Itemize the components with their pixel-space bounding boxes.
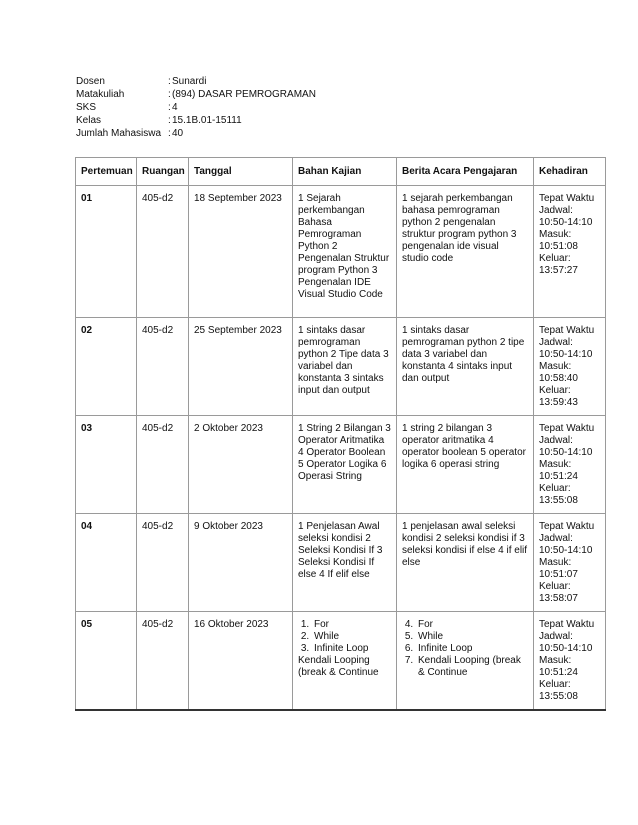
cell-berita-acara: 1 string 2 bilangan 3 operator aritmatika 4 operator boolean 5 operator logika 6 operasi string	[397, 416, 534, 514]
info-value: Sunardi	[172, 76, 207, 87]
kehadiran-status: Tepat Waktu	[539, 423, 595, 434]
kehadiran-status: Tepat Waktu	[539, 325, 595, 336]
info-row-sks: SKS : 4	[76, 102, 178, 113]
info-row-dosen: Dosen : Sunardi	[76, 76, 207, 87]
kehadiran-jadwal-label: Jadwal:	[539, 205, 573, 216]
cell-berita-acara: 1 sintaks dasar pemrograman python 2 tipe data 3 variabel dan konstanta 4 sintaks input dan output	[397, 318, 534, 416]
info-value: 15.1B.01-15111	[172, 115, 242, 126]
cell-kehadiran	[534, 612, 606, 711]
cell-ruangan: 405-d2	[137, 514, 189, 612]
kehadiran-keluar: 13:57:27	[539, 265, 578, 276]
header-kehadiran: Kehadiran	[534, 158, 606, 186]
cell-berita-acara	[397, 612, 534, 711]
kehadiran-masuk-label: Masuk:	[539, 655, 572, 666]
kehadiran-jadwal-label: Jadwal:	[539, 631, 573, 642]
info-row-kelas: Kelas : 15.1B.01-15111	[76, 115, 242, 126]
kehadiran-keluar-label: Keluar:	[539, 385, 571, 396]
bahan-list	[298, 619, 391, 655]
cell-kehadiran	[534, 514, 606, 612]
kehadiran-keluar: 13:58:07	[539, 593, 578, 604]
cell-kehadiran	[534, 318, 606, 416]
list-item: 2. While	[312, 631, 391, 643]
header-berita-acara: Berita Acara Pengajaran	[397, 158, 534, 186]
kehadiran-keluar: 13:55:08	[539, 495, 578, 506]
cell-pertemuan: 03	[76, 416, 137, 514]
kehadiran-masuk-label: Masuk:	[539, 229, 572, 240]
kehadiran-jadwal-label: Jadwal:	[539, 435, 573, 446]
table-header-row	[76, 158, 606, 186]
cell-tanggal: 16 Oktober 2023	[189, 612, 293, 711]
cell-kehadiran	[534, 186, 606, 318]
kehadiran-keluar-label: Keluar:	[539, 253, 571, 264]
list-item: 7. Kendali Looping (break & Continue	[416, 655, 528, 679]
cell-tanggal: 18 September 2023	[189, 186, 293, 318]
cell-pertemuan: 05	[76, 612, 137, 711]
cell-pertemuan: 04	[76, 514, 137, 612]
info-label: Matakuliah	[76, 89, 125, 100]
kehadiran-keluar-label: Keluar:	[539, 483, 571, 494]
kehadiran-masuk: 10:51:24	[539, 471, 578, 482]
table-row	[76, 416, 606, 514]
cell-ruangan: 405-d2	[137, 416, 189, 514]
kehadiran-status: Tepat Waktu	[539, 521, 595, 532]
cell-bahan-kajian: 1 Sejarah perkembangan Bahasa Pemrograman Python 2 Pengenalan Struktur program Python 3 Pengenalan IDE Visual Studio Code	[293, 186, 397, 318]
info-value: (894) DASAR PEMROGRAMAN	[172, 89, 316, 100]
list-item: 1. For	[312, 619, 391, 631]
cell-ruangan: 405-d2	[137, 318, 189, 416]
cell-tanggal: 9 Oktober 2023	[189, 514, 293, 612]
header-ruangan: Ruangan	[137, 158, 189, 186]
info-label: SKS	[76, 102, 97, 113]
bahan-tail: Kendali Looping (break & Continue	[298, 655, 379, 678]
table-row	[76, 318, 606, 416]
kehadiran-jadwal: 10:50-14:10	[539, 545, 593, 556]
kehadiran-jadwal: 10:50-14:10	[539, 643, 593, 654]
attendance-table	[75, 157, 606, 711]
kehadiran-status: Tepat Waktu	[539, 193, 595, 204]
kehadiran-masuk-label: Masuk:	[539, 361, 572, 372]
table-row	[76, 514, 606, 612]
kehadiran-masuk-label: Masuk:	[539, 557, 572, 568]
kehadiran-keluar-label: Keluar:	[539, 581, 571, 592]
cell-kehadiran	[534, 416, 606, 514]
header-tanggal: Tanggal	[189, 158, 293, 186]
kehadiran-jadwal-label: Jadwal:	[539, 533, 573, 544]
cell-pertemuan: 02	[76, 318, 137, 416]
info-label: Dosen	[76, 76, 105, 87]
header-pertemuan: Pertemuan	[76, 158, 137, 186]
info-row-matakuliah: Matakuliah : (894) DASAR PEMROGRAMAN	[76, 89, 316, 100]
kehadiran-masuk: 10:51:24	[539, 667, 578, 678]
cell-tanggal: 25 September 2023	[189, 318, 293, 416]
kehadiran-status: Tepat Waktu	[539, 619, 595, 630]
kehadiran-jadwal: 10:50-14:10	[539, 349, 593, 360]
cell-pertemuan: 01	[76, 186, 137, 318]
info-label: Kelas	[76, 115, 102, 126]
list-item: 4. For	[416, 619, 528, 631]
kehadiran-keluar: 13:59:43	[539, 397, 578, 408]
kehadiran-masuk: 10:58:40	[539, 373, 578, 384]
cell-ruangan: 405-d2	[137, 186, 189, 318]
kehadiran-keluar: 13:55:08	[539, 691, 578, 702]
info-value: 40	[172, 128, 184, 139]
cell-tanggal: 2 Oktober 2023	[189, 416, 293, 514]
kehadiran-jadwal: 10:50-14:10	[539, 217, 593, 228]
list-item: 5. While	[416, 631, 528, 643]
table-row	[76, 612, 606, 711]
list-item: 3. Infinite Loop	[312, 643, 391, 655]
kehadiran-jadwal-label: Jadwal:	[539, 337, 573, 348]
header-bahan-kajian: Bahan Kajian	[293, 158, 397, 186]
kehadiran-masuk: 10:51:07	[539, 569, 578, 580]
berita-list	[402, 619, 528, 679]
list-item: 6. Infinite Loop	[416, 643, 528, 655]
kehadiran-jadwal: 10:50-14:10	[539, 447, 593, 458]
kehadiran-keluar-label: Keluar:	[539, 679, 571, 690]
kehadiran-masuk-label: Masuk:	[539, 459, 572, 470]
cell-berita-acara: 1 sejarah perkembangan bahasa pemrograman python 2 pengenalan struktur program python 3 pengenalan ide visual studio code	[397, 186, 534, 318]
info-value: 4	[172, 102, 178, 113]
cell-berita-acara: 1 penjelasan awal seleksi kondisi 2 seleksi kondisi if 3 seleksi kondisi if else 4 if elif else	[397, 514, 534, 612]
info-row-jumlah-mahasiswa: Jumlah Mahasiswa : 40	[76, 128, 184, 139]
course-info	[76, 75, 316, 140]
cell-bahan-kajian: 1 sintaks dasar pemrograman python 2 Tipe data 3 variabel dan konstanta 3 sintaks input dan output	[293, 318, 397, 416]
info-label: Jumlah Mahasiswa	[76, 128, 162, 139]
cell-bahan-kajian: 1 String 2 Bilangan 3 Operator Aritmatika 4 Operator Boolean 5 Operator Logika 6 Operasi String	[293, 416, 397, 514]
table-row	[76, 186, 606, 318]
kehadiran-masuk: 10:51:08	[539, 241, 578, 252]
cell-bahan-kajian: 1 Penjelasan Awal seleksi kondisi 2 Seleksi Kondisi If 3 Seleksi Kondisi If else 4 If elif else	[293, 514, 397, 612]
cell-ruangan: 405-d2	[137, 612, 189, 711]
cell-bahan-kajian	[293, 612, 397, 711]
